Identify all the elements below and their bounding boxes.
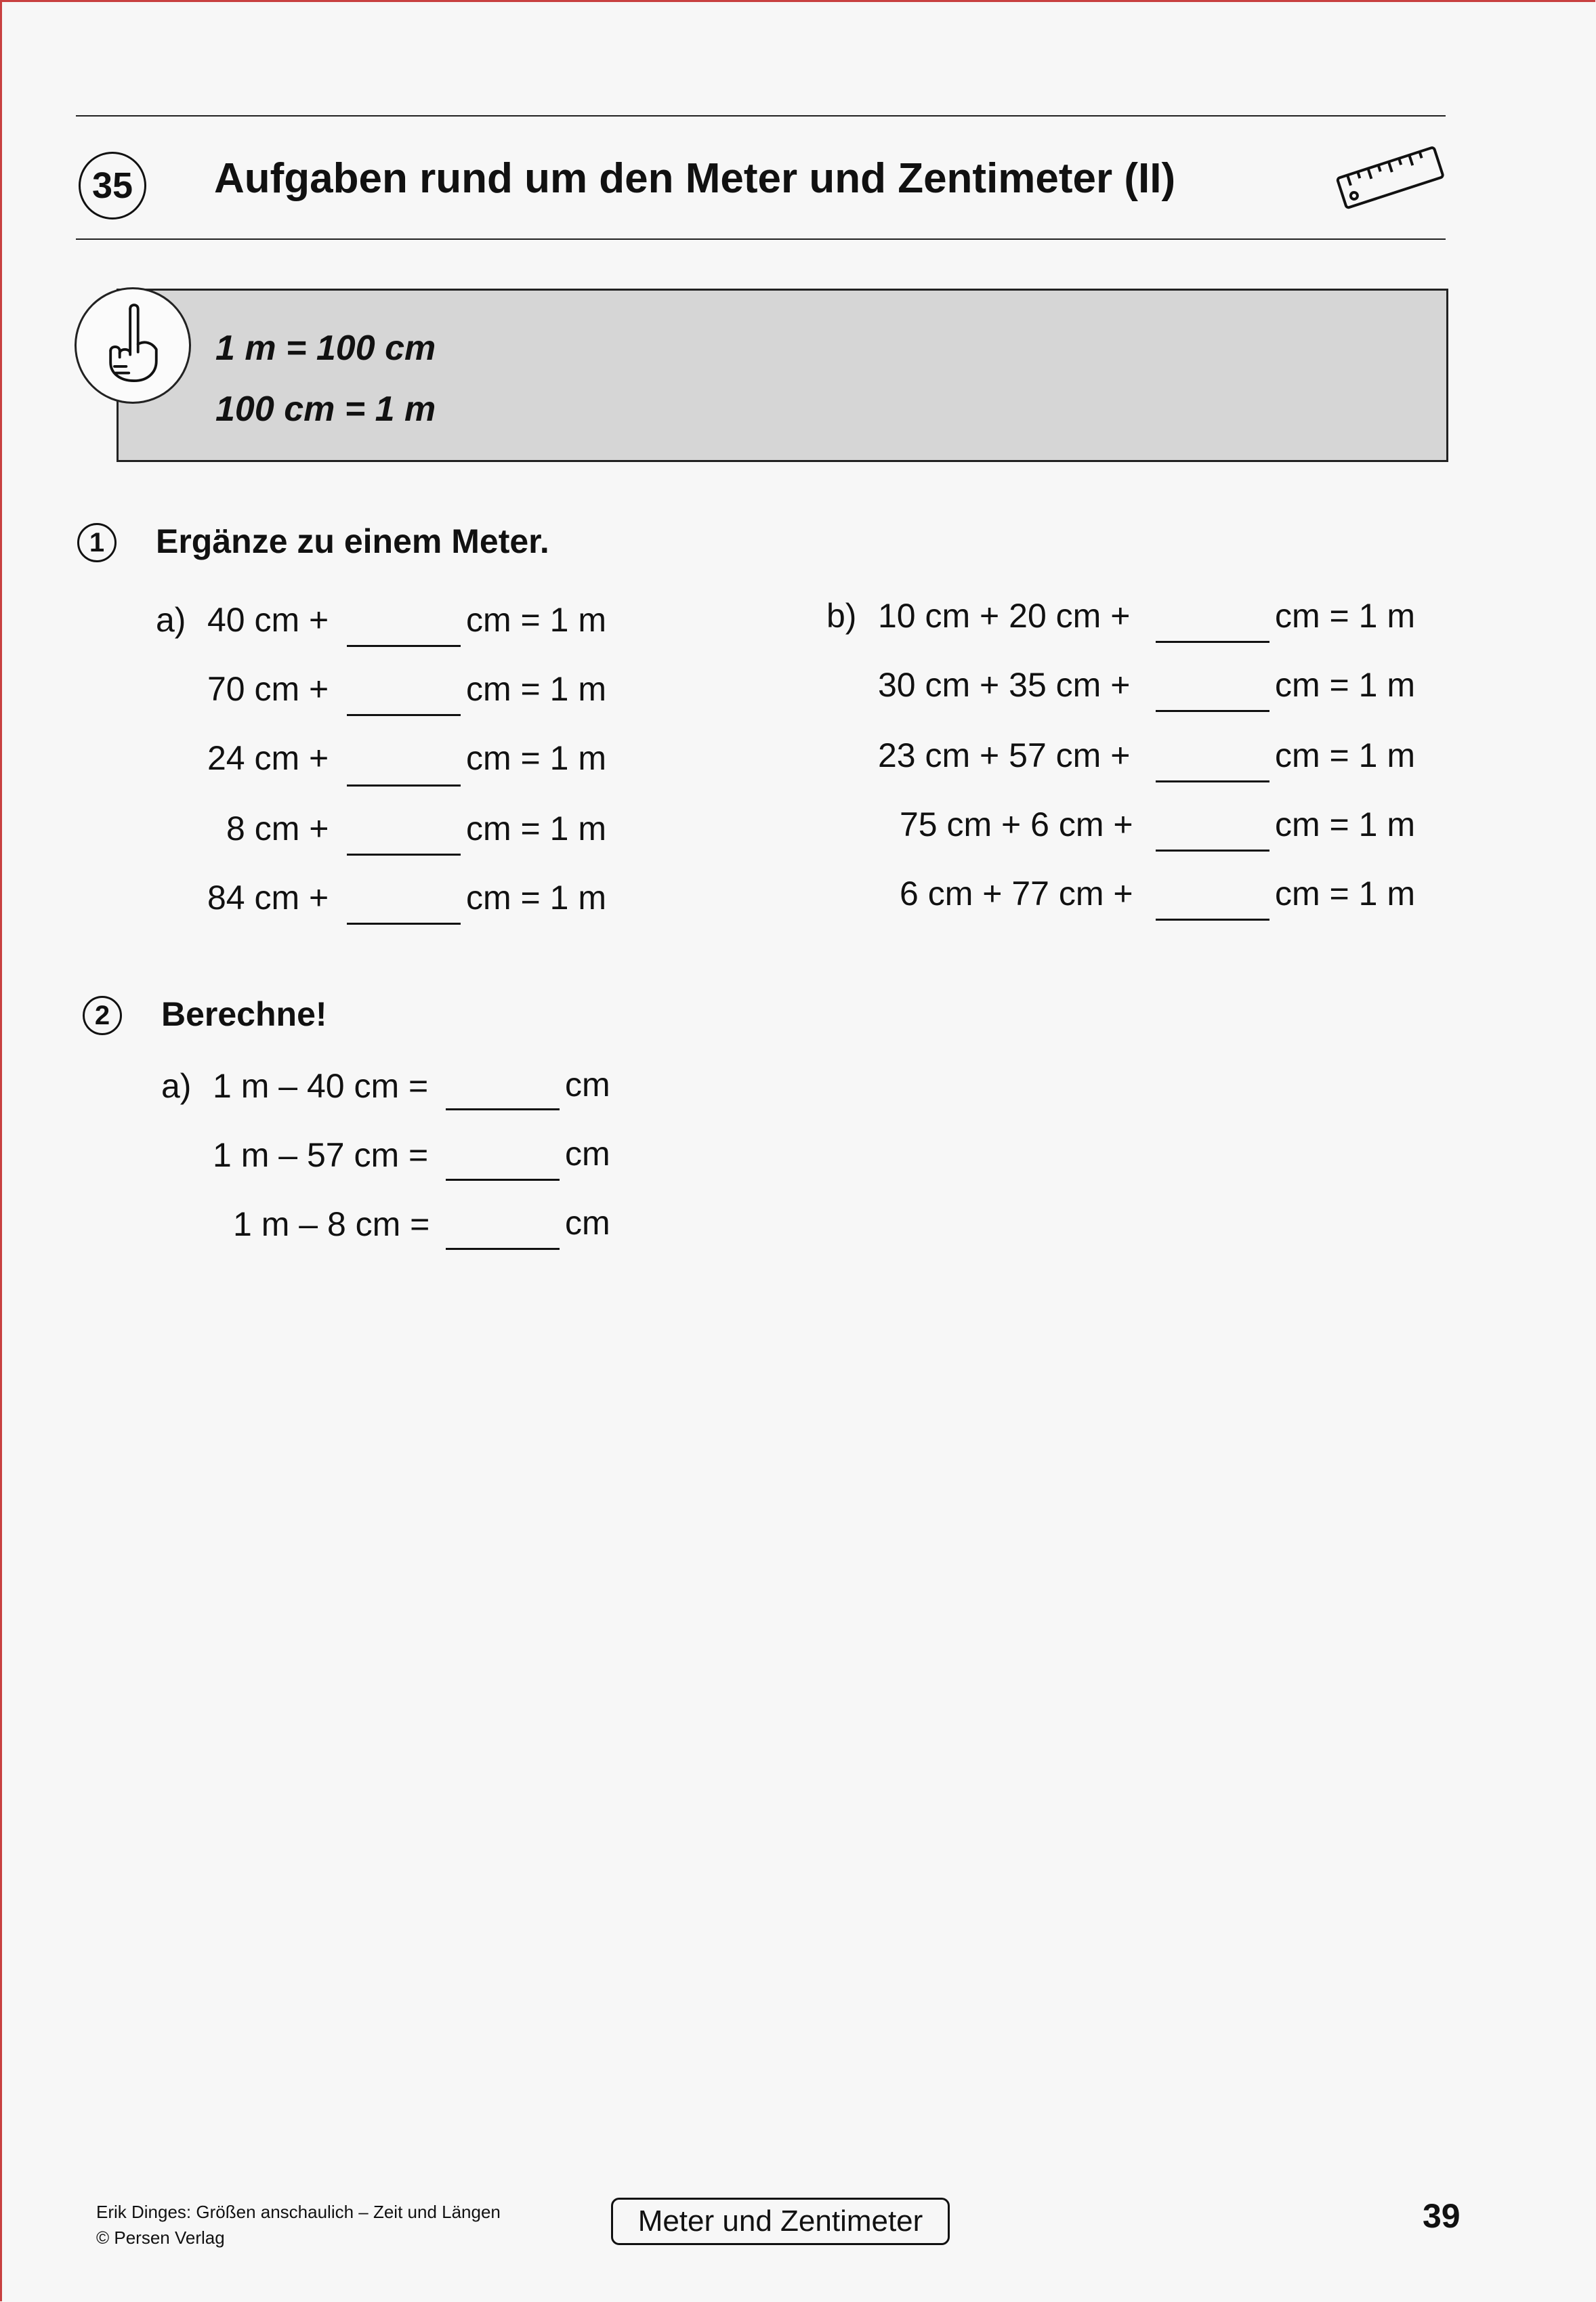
task-1b-row-3-left: 23 cm + 57 cm +: [878, 736, 1131, 774]
hint-box: [117, 289, 1448, 462]
task-1a-row-2-right: cm = 1 m: [466, 670, 606, 708]
task-1-number: 1: [77, 523, 117, 562]
task-1b-label: b): [826, 597, 857, 635]
footer-topic-box: Meter und Zentimeter: [611, 2198, 950, 2245]
pointing-hand-icon: [77, 289, 189, 402]
task-2-title: Berechne!: [161, 995, 327, 1033]
task-1b-row-4-left: 75 cm + 6 cm +: [900, 805, 1133, 843]
task-1b-row-4-answer-blank[interactable]: [1156, 850, 1269, 852]
task-2a-row-1-answer-blank[interactable]: [446, 1108, 560, 1110]
footer-publisher: © Persen Verlag: [96, 2227, 225, 2248]
task-1-title: Ergänze zu einem Meter.: [156, 522, 549, 560]
page-number: 39: [1423, 2197, 1461, 2235]
hint-rule-1: 1 m = 100 cm: [215, 329, 436, 368]
task-2a-label: a): [161, 1067, 192, 1105]
task-1a-row-3-answer-blank[interactable]: [347, 784, 461, 787]
task-1a-row-4-answer-blank[interactable]: [347, 854, 461, 856]
task-2a-row-2-answer-blank[interactable]: [446, 1179, 560, 1181]
task-1b-row-1-answer-blank[interactable]: [1156, 641, 1269, 643]
task-1a-row-5-left: 84 cm +: [207, 879, 329, 917]
task-2a-row-1-left: 1 m – 40 cm =: [213, 1067, 429, 1105]
task-1b-row-5-right: cm = 1 m: [1275, 875, 1415, 913]
header-top-rule: [76, 115, 1446, 117]
task-1b-row-1-right: cm = 1 m: [1275, 597, 1415, 635]
task-1a-label: a): [156, 601, 186, 639]
page-title: Aufgaben rund um den Meter und Zentimeter (II): [214, 155, 1176, 202]
task-2a-row-3-answer-blank[interactable]: [446, 1248, 560, 1250]
task-1b-row-1-left: 10 cm + 20 cm +: [878, 597, 1131, 635]
task-2a-row-1-right: cm: [565, 1066, 610, 1104]
task-1a-row-2-answer-blank[interactable]: [347, 714, 461, 716]
task-1b-row-2-answer-blank[interactable]: [1156, 710, 1269, 712]
hint-badge: [75, 287, 191, 404]
task-1a-row-4-right: cm = 1 m: [466, 810, 606, 847]
task-1a-row-4-left: 8 cm +: [226, 810, 329, 847]
task-1b-row-2-left: 30 cm + 35 cm +: [878, 666, 1131, 704]
task-2a-row-2-right: cm: [565, 1135, 610, 1173]
task-2-number: 2: [83, 996, 122, 1035]
task-1b-row-3-right: cm = 1 m: [1275, 736, 1415, 774]
task-1b-row-3-answer-blank[interactable]: [1156, 780, 1269, 782]
task-1a-row-3-left: 24 cm +: [207, 739, 329, 777]
task-2a-row-3-left: 1 m – 8 cm =: [233, 1205, 430, 1243]
task-2a-row-2-left: 1 m – 57 cm =: [213, 1136, 429, 1174]
worksheet-number: 35: [79, 152, 146, 219]
task-1b-row-5-answer-blank[interactable]: [1156, 919, 1269, 921]
task-1a-row-1-answer-blank[interactable]: [347, 645, 461, 647]
task-1a-row-1-left: 40 cm +: [207, 601, 329, 639]
ruler-icon: [1330, 135, 1447, 224]
task-1a-row-1-right: cm = 1 m: [466, 601, 606, 639]
task-1b-row-5-left: 6 cm + 77 cm +: [900, 875, 1133, 913]
task-1b-row-2-right: cm = 1 m: [1275, 666, 1415, 704]
footer-author: Erik Dinges: Größen anschaulich – Zeit und Längen: [96, 2202, 501, 2222]
task-1a-row-3-right: cm = 1 m: [466, 739, 606, 777]
task-1a-row-5-right: cm = 1 m: [466, 879, 606, 917]
task-1b-row-4-right: cm = 1 m: [1275, 805, 1415, 843]
hint-rule-2: 100 cm = 1 m: [215, 390, 436, 429]
task-1a-row-5-answer-blank[interactable]: [347, 923, 461, 925]
header-bottom-rule: [76, 238, 1446, 240]
task-2a-row-3-right: cm: [565, 1204, 610, 1242]
task-1a-row-2-left: 70 cm +: [207, 670, 329, 708]
